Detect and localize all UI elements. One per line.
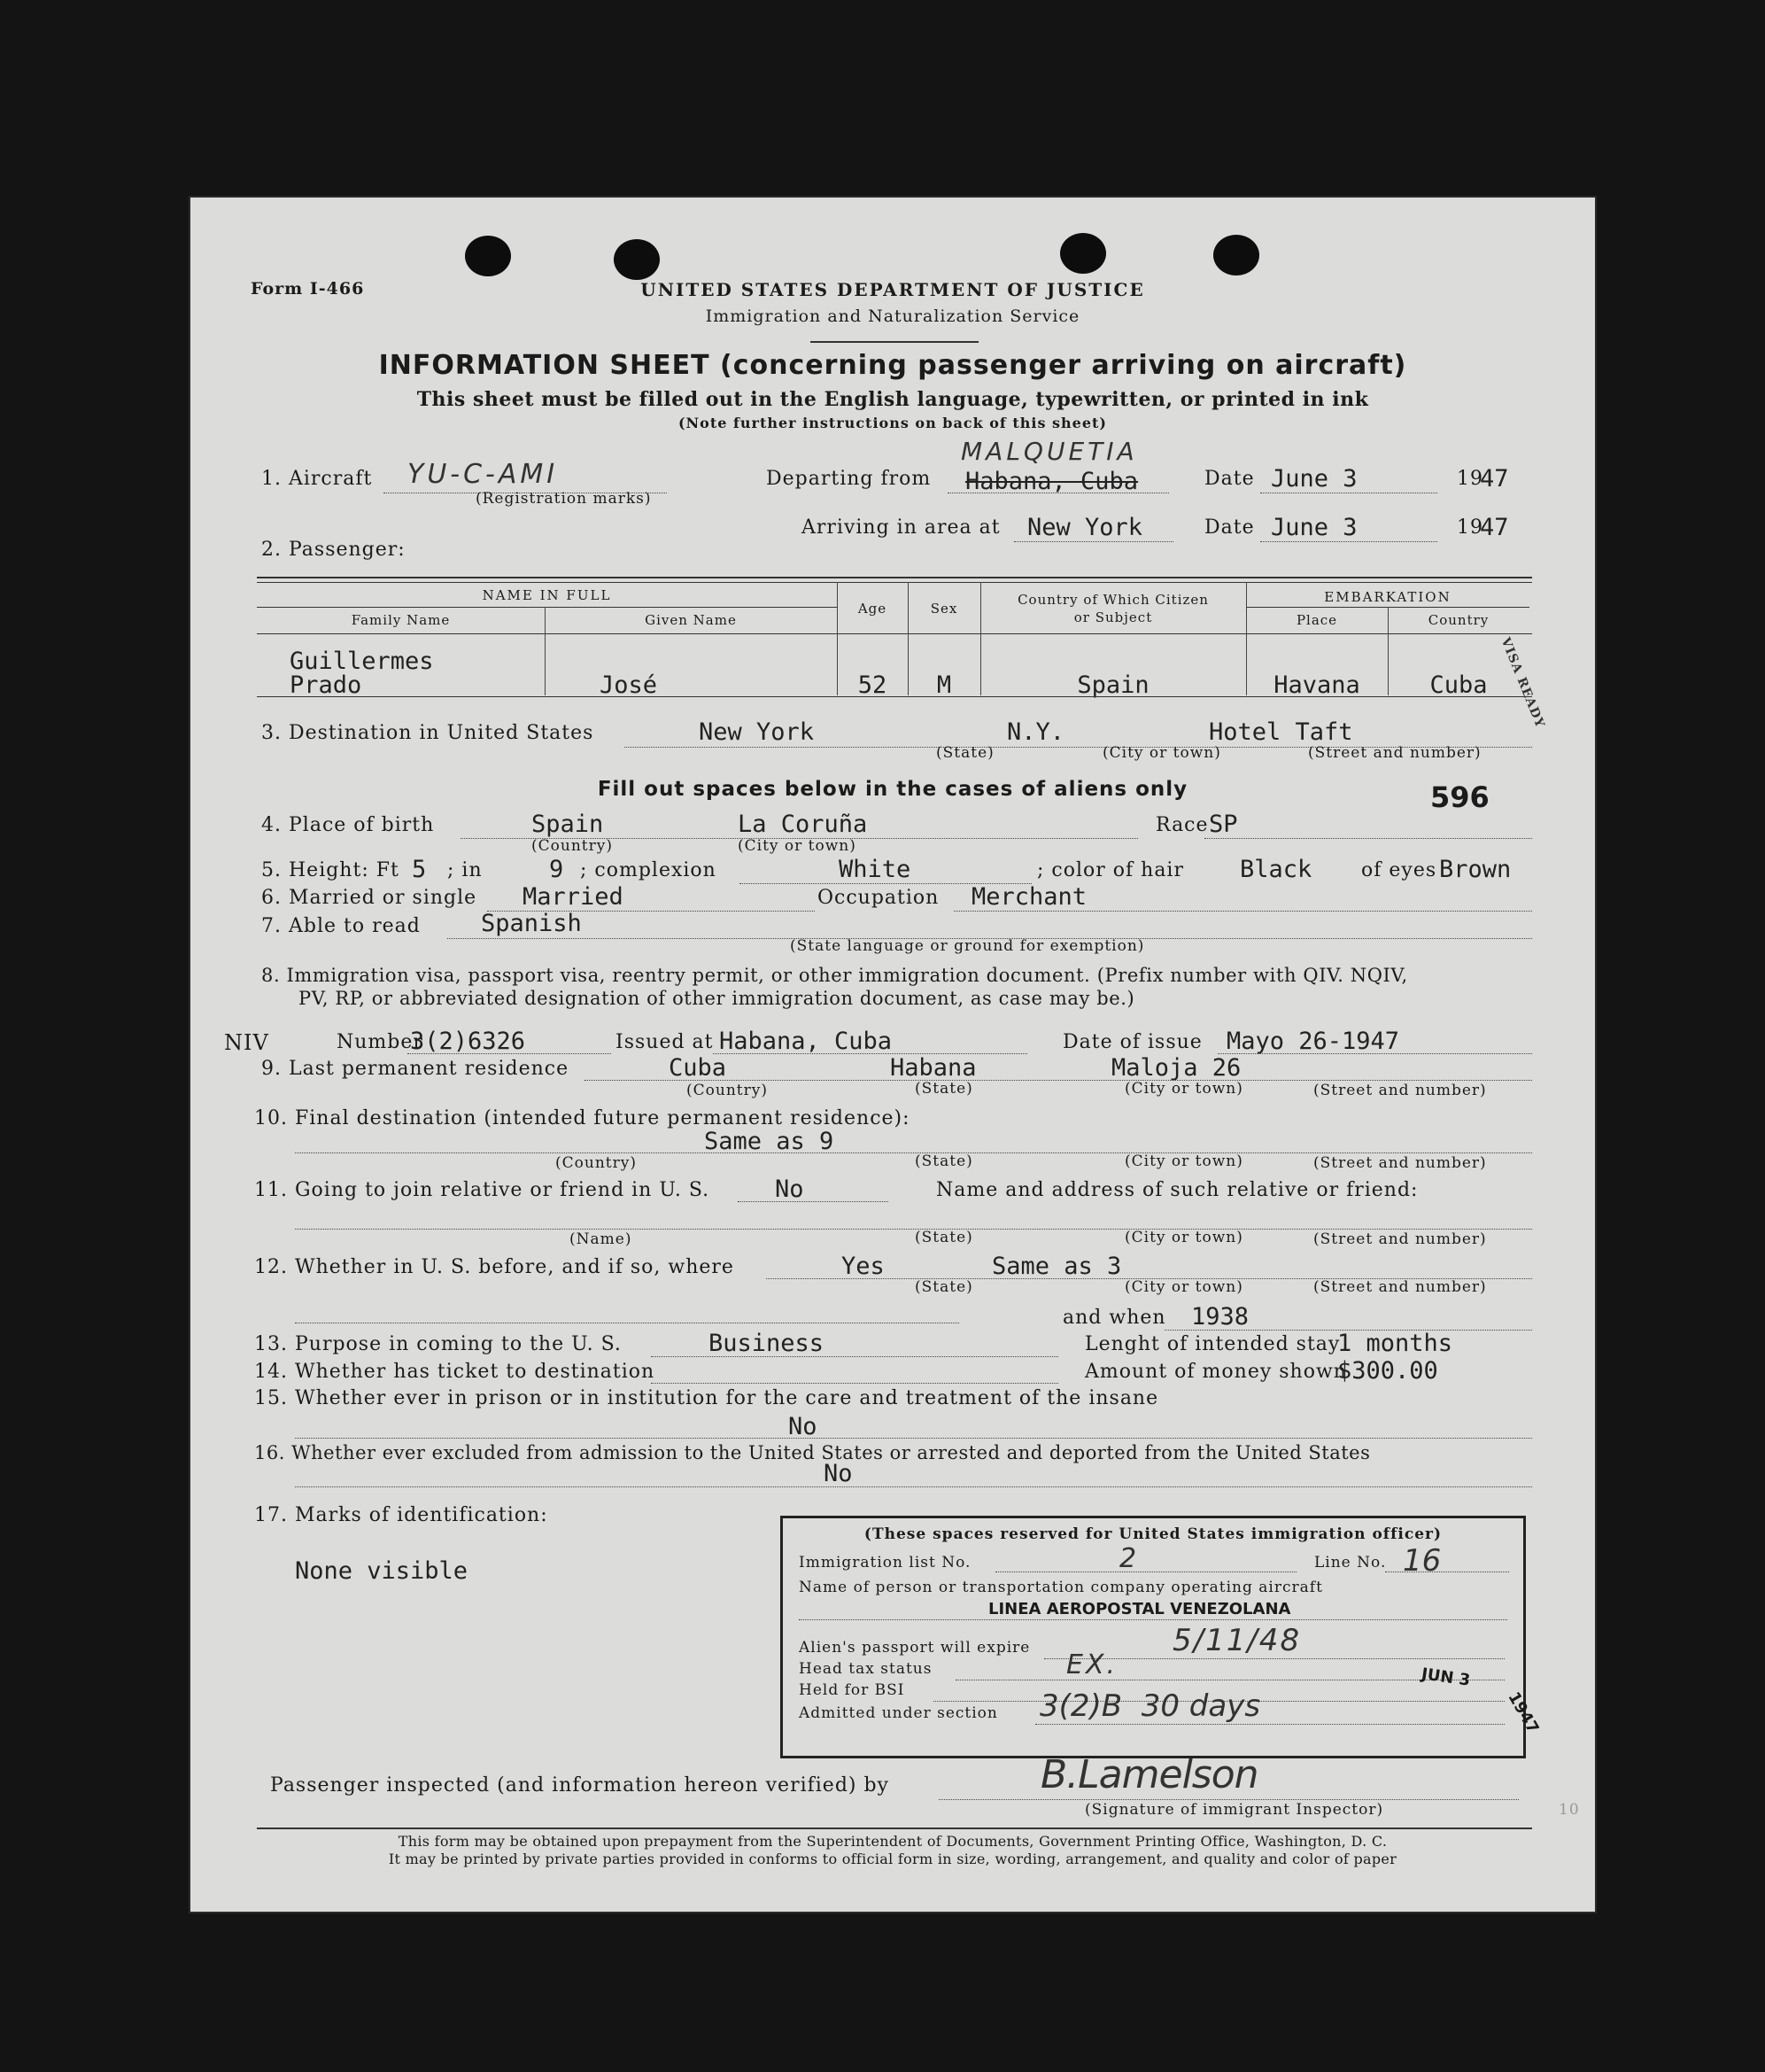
- cap-rel-name: (Name): [569, 1230, 632, 1248]
- line-no-line: [1385, 1571, 1509, 1572]
- height-label: 5. Height: Ft: [261, 859, 399, 881]
- money-value: $300.00: [1337, 1357, 1438, 1385]
- aircraft-label: 1. Aircraft: [261, 468, 373, 490]
- punch-hole: [1060, 233, 1106, 274]
- destination-city: N.Y.: [1007, 718, 1065, 746]
- cap-res-country: (Country): [686, 1082, 768, 1099]
- visa-prefix: NIV: [224, 1030, 269, 1055]
- stamp-year: 1947: [1504, 1688, 1543, 1737]
- operator-value: LINEA AEROPOSTAL VENEZOLANA: [988, 1600, 1291, 1618]
- cap-rel-state: (State): [915, 1229, 973, 1246]
- hair-label: ; color of hair: [1037, 859, 1184, 881]
- money-label: Amount of money shown: [1085, 1361, 1347, 1383]
- cap-before-city: (City or town): [1125, 1278, 1243, 1296]
- place-header: Place: [1296, 612, 1338, 628]
- age-header: Age: [857, 601, 887, 617]
- form-number: Form I-466: [251, 279, 365, 299]
- footer-line-2: It may be printed by private parties provided in conforms to official form in size, wording, arrangement, and quality and color of paper: [388, 1851, 1397, 1867]
- table-top-rule-2: [257, 582, 1532, 583]
- cap-street: (Street and number): [1308, 744, 1482, 762]
- issue-date-line: [1218, 1053, 1532, 1054]
- final-destination-label: 10. Final destination (intended future permanent residence):: [254, 1107, 910, 1129]
- cap-res-city: (City or town): [1125, 1080, 1243, 1098]
- join-relative-label: 11. Going to join relative or friend in U. S.: [254, 1179, 710, 1201]
- relative-name-addr-label: Name and address of such relative or friend:: [936, 1179, 1419, 1201]
- list-no-label: Immigration list No.: [799, 1554, 972, 1571]
- operator-label: Name of person or transportation company operating aircraft: [799, 1579, 1323, 1596]
- issued-line: [713, 1053, 1027, 1054]
- punch-hole: [614, 239, 660, 280]
- destination-label: 3. Destination in United States: [261, 722, 594, 744]
- destination-street: Hotel Taft: [1209, 718, 1353, 746]
- cap-final-street: (Street and number): [1313, 1154, 1487, 1172]
- given-name: José: [600, 671, 658, 699]
- residence-label: 9. Last permanent residence: [261, 1058, 569, 1080]
- residence-line: [584, 1080, 1532, 1081]
- marital-label: 6. Married or single: [261, 887, 477, 909]
- when-label: and when: [1063, 1307, 1166, 1329]
- residence-country: Cuba: [669, 1054, 727, 1082]
- line-no-value: 16: [1403, 1543, 1442, 1579]
- relative-line: [295, 1229, 1532, 1230]
- arrive-date-line: [1260, 541, 1437, 542]
- issue-date: Mayo 26-1947: [1227, 1028, 1400, 1055]
- prison-value: No: [788, 1413, 817, 1440]
- officer-box-heading: (These spaces reserved for United States immigration officer): [863, 1525, 1443, 1543]
- join-relative-value: No: [775, 1176, 804, 1203]
- read-caption: (State language or ground for exemption): [790, 937, 1145, 955]
- departing-typed: Habana, Cuba: [965, 468, 1139, 495]
- inspector-signature: B.Lamelson: [1041, 1752, 1258, 1797]
- col-divider: [545, 607, 546, 695]
- eyes-value: Brown: [1439, 856, 1512, 883]
- cap-before-street: (Street and number): [1313, 1278, 1487, 1296]
- passport-value: 5/11/48: [1173, 1623, 1302, 1658]
- aliens-heading: Fill out spaces below in the cases of aliens only: [597, 778, 1188, 801]
- visa-number-line: [407, 1053, 611, 1054]
- signature-caption: (Signature of immigrant Inspector): [1085, 1801, 1384, 1819]
- purpose-line: [651, 1356, 1058, 1357]
- excluded-line: [295, 1486, 1532, 1487]
- admitted-label: Admitted under section: [799, 1704, 998, 1722]
- admitted-line: [1035, 1724, 1505, 1725]
- depart-date: June 3: [1271, 465, 1358, 493]
- signature-line: [939, 1799, 1519, 1800]
- cap-state: (State): [936, 744, 995, 762]
- departing-label: Departing from: [766, 468, 932, 490]
- cap-before-state: (State): [915, 1278, 973, 1296]
- emb-country-header: Country: [1428, 612, 1490, 628]
- cap-rel-city: (City or town): [1125, 1229, 1243, 1246]
- visa-stamp: VISA READY: [1498, 635, 1548, 731]
- prison-line: [295, 1438, 1532, 1439]
- headtax-value: EX.: [1066, 1649, 1119, 1680]
- footer-line-1: This form may be obtained upon prepayment from the Superintendent of Documents, Government Printing Office, Washington, D. C.: [398, 1833, 1388, 1850]
- headtax-label: Head tax status: [799, 1660, 933, 1678]
- operator-line: [799, 1619, 1507, 1620]
- cap-final-state: (State): [915, 1152, 973, 1170]
- bsi-label: Held for BSI: [799, 1681, 905, 1699]
- cap-res-street: (Street and number): [1313, 1082, 1487, 1099]
- cap-birth-city: (City or town): [738, 837, 856, 855]
- us-before-label: 12. Whether in U. S. before, and if so, where: [254, 1256, 734, 1278]
- final-destination-value: Same as 9: [704, 1128, 834, 1155]
- visa-number: 3(2)6326: [410, 1028, 526, 1055]
- age-value: 52: [857, 671, 887, 699]
- us-before-where: Same as 3: [992, 1253, 1122, 1280]
- departing-handwritten: MALQUETIA: [961, 437, 1138, 466]
- embarkation-header: EMBARKATION: [1324, 589, 1451, 605]
- header-rule: [810, 341, 979, 343]
- excluded-value: No: [824, 1460, 853, 1487]
- race-value: SP: [1209, 811, 1238, 838]
- destination-state: New York: [699, 718, 815, 746]
- instruction-line: This sheet must be filled out in the English language, typewritten, or printed in ink: [416, 388, 1369, 411]
- inspection-label: Passenger inspected (and information hereon verified) by: [270, 1774, 889, 1797]
- family-name-2: Prado: [290, 671, 362, 699]
- department-heading: UNITED STATES DEPARTMENT OF JUSTICE: [640, 279, 1145, 300]
- form-sheet: [190, 198, 1595, 1912]
- marks-label: 17. Marks of identification:: [254, 1504, 548, 1526]
- footer-rule: [257, 1828, 1532, 1829]
- punch-hole: [465, 236, 511, 276]
- height-in-label: ; in: [447, 859, 483, 881]
- family-name-header: Family Name: [351, 612, 451, 628]
- table-top-rule: [257, 577, 1532, 578]
- residence-state: Habana: [890, 1054, 977, 1082]
- visa-text-1: 8. Immigration visa, passport visa, reentry permit, or other immigration document. (Prefix number with QIV. NQIV,: [261, 965, 1408, 986]
- issued-label: Issued at: [615, 1031, 714, 1053]
- occupation-line: [954, 911, 1532, 912]
- stay-value: 1 months: [1337, 1330, 1453, 1357]
- height-ft: 5: [412, 856, 427, 883]
- punch-hole: [1213, 235, 1259, 275]
- marital-value: Married: [523, 883, 623, 911]
- purpose-value: Business: [708, 1330, 824, 1357]
- ticket-line: [651, 1383, 1058, 1384]
- us-before-value: Yes: [841, 1253, 885, 1280]
- visa-text-2: PV, RP, or abbreviated designation of other immigration document, as case may be.): [298, 988, 1135, 1009]
- purpose-label: 13. Purpose in coming to the U. S.: [254, 1333, 622, 1355]
- passenger-label: 2. Passenger:: [261, 539, 406, 561]
- birth-city: La Coruña: [738, 811, 868, 838]
- cap-final-country: (Country): [555, 1154, 637, 1172]
- issued-at: Habana, Cuba: [719, 1028, 893, 1055]
- visa-number-label: Number: [337, 1031, 423, 1053]
- join-relative-line: [738, 1201, 888, 1202]
- cap-rel-street: (Street and number): [1313, 1230, 1487, 1248]
- birthplace-label: 4. Place of birth: [261, 814, 435, 836]
- occupation-value: Merchant: [972, 883, 1088, 911]
- race-label: Race: [1156, 814, 1209, 836]
- sheet-number: 596: [1430, 780, 1490, 814]
- country-header-2: or Subject: [1073, 609, 1153, 625]
- name-in-full-header: NAME IN FULL: [482, 587, 612, 603]
- emb-country-value: Cuba: [1429, 671, 1488, 699]
- cap-city: (City or town): [1103, 744, 1221, 762]
- stay-label: Lenght of intended stay: [1085, 1333, 1341, 1355]
- admitted-value: 3(2)B 30 days: [1040, 1688, 1261, 1724]
- passport-label: Alien's passport will expire: [799, 1639, 1031, 1657]
- sex-header: Sex: [930, 601, 958, 617]
- margin-note: 10: [1559, 1801, 1580, 1819]
- service-heading: Immigration and Naturalization Service: [705, 307, 1080, 326]
- country-header-1: Country of Which Citizen: [1018, 592, 1209, 608]
- residence-city: Maloja 26: [1111, 1054, 1242, 1082]
- table-header-bottom-rule: [257, 633, 1532, 634]
- stamp-date: JUN 3: [1420, 1665, 1472, 1690]
- emb-place-value: Havana: [1273, 671, 1360, 699]
- depart-year: 47: [1480, 465, 1509, 493]
- sex-value: M: [936, 671, 952, 699]
- arriving-line: [1014, 541, 1173, 542]
- cap-final-city: (City or town): [1125, 1152, 1243, 1170]
- read-value: Spanish: [481, 910, 582, 937]
- arrive-date: June 3: [1271, 514, 1358, 541]
- officer-box: [780, 1516, 1526, 1758]
- given-name-header: Given Name: [645, 612, 737, 628]
- name-header-rule: [257, 607, 837, 608]
- complexion-value: White: [839, 856, 911, 883]
- list-no-value: 2: [1119, 1543, 1137, 1574]
- page-title: INFORMATION SHEET (concerning passenger arriving on aircraft): [378, 350, 1407, 381]
- read-label: 7. Able to read: [261, 915, 421, 937]
- aircraft-registration: YU-C-AMI: [407, 459, 559, 490]
- arriving-label: Arriving in area at: [801, 516, 1001, 539]
- excluded-label: 16. Whether ever excluded from admission to the United States or arrested and deported from the United States: [254, 1442, 1371, 1463]
- table-bottom-rule: [257, 696, 1532, 697]
- list-no-line: [995, 1571, 1297, 1572]
- family-name-1: Guillermes: [290, 648, 434, 675]
- eyes-label: of eyes: [1361, 859, 1437, 881]
- prison-label: 15. Whether ever in prison or in institution for the care and treatment of the insane: [254, 1387, 1159, 1409]
- cap-res-state: (State): [915, 1080, 973, 1098]
- registration-caption: (Registration marks): [476, 490, 652, 508]
- instruction-note: (Note further instructions on back of this sheet): [677, 415, 1107, 431]
- arrive-year: 47: [1480, 514, 1509, 541]
- arriving-area: New York: [1027, 514, 1143, 541]
- final-destination-line: [295, 1152, 1532, 1153]
- height-in: 9: [549, 856, 564, 883]
- line-no-label: Line No.: [1314, 1554, 1387, 1571]
- hair-value: Black: [1240, 856, 1312, 883]
- complexion-label: ; complexion: [580, 859, 716, 881]
- citizen-value: Spain: [1077, 671, 1150, 699]
- when-value: 1938: [1191, 1303, 1250, 1331]
- depart-date-label: Date: [1204, 468, 1255, 490]
- arrive-year-prefix: 19: [1457, 516, 1483, 539]
- depart-year-prefix: 19: [1457, 468, 1483, 490]
- occupation-label: Occupation: [817, 887, 940, 909]
- issue-date-label: Date of issue: [1063, 1031, 1203, 1053]
- birth-country: Spain: [531, 811, 604, 838]
- marks-value: None visible: [295, 1557, 468, 1585]
- ticket-label: 14. Whether has ticket to destination: [254, 1361, 655, 1383]
- race-line: [1204, 838, 1532, 839]
- cap-birth-country: (Country): [531, 837, 613, 855]
- arrive-date-label: Date: [1204, 516, 1255, 539]
